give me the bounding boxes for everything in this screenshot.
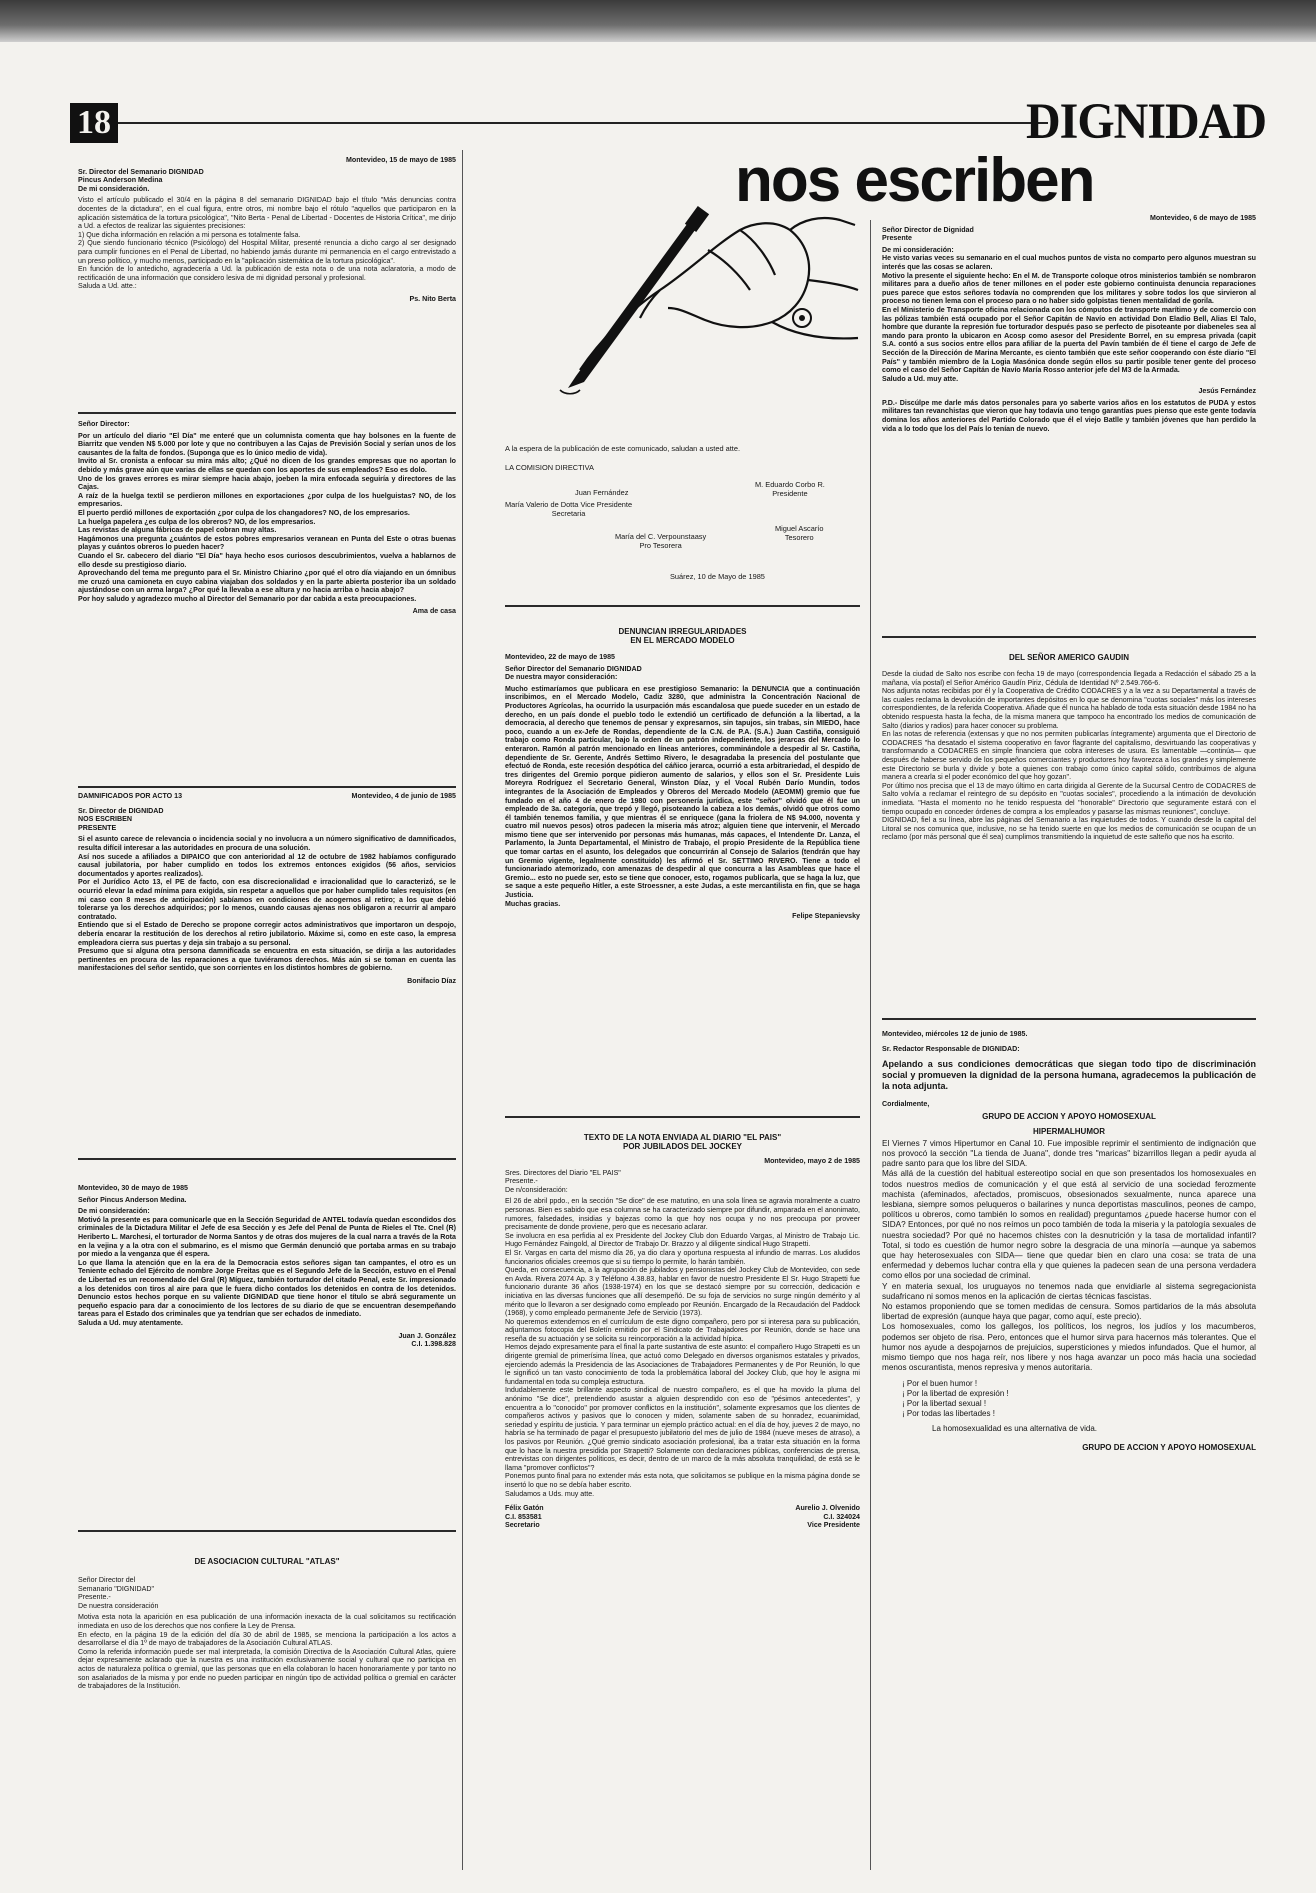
commission-name: LA COMISION DIRECTIVA (505, 463, 594, 472)
masthead: DIGNIDAD (1025, 93, 1266, 150)
closing-statement: La homosexualidad es una alternativa de vida. (932, 1424, 1097, 1434)
letter-salutation: Señor Director de Dignidad Presente (882, 225, 974, 243)
letter-body: Mucho estimaríamos que publicara en ese prestigioso Semanario: la DENUNCIA que a continuación inscribimos, en el Mercado Modelo, Cadiz 3280, que administra la Concentración Nacional de Productores Agrícolas, ha ocurrido la usurpación más escandalosa que puede suceder en un estado de derecho, en un país donde el pueblo todo le extendió un certificado de defunción a la libertad, a la democracia, al derecho que tenemos de pensar y expresarnos, sin tapujos, sin trabas, sin MIEDO, hace poco, cuando a un ex-Jefe de Rondas, dependiente de la C.N. de P.A. (S.A.) Juan Castiña, consiguió trabajo como Ronda particular, bajo la orden de un patrón independiente, los jerarcas del Mercado lo enteraron. Ramón al patrón mencionado en líneas anteriores, comminándole a despedir al Sr. Castiña, dependiente de Sr. Gerente, Andrés Settimo Rivero, le desagradaba la presencia del postulante que efectuó de Ronda, este recesión despótica del cáñico jerarca, ocurrió a esta arbitrariedad, el despido de tres dirigentes del Gremio porque pidieron aumento de salarios, y ellos son el Sr. Presidente Luis Moreyra Rodríguez el Secretario General, Winston Díaz, y el Vocal Rubén Darío Mundin, todos integrantes de la Asociación de Empleados y Obreros del Mercado Modelo (AEOMM) gremio que fue fundado en el año 4 de enero de 1980 con personería jurídica, este "señor" olvidó que él fue un empleado de 3a. categoría, que trepó y llegó, pisoteando la cabeza a los demás, olvidó que otros como él también tenemos familia, y que mientras él se enriquece (gana la friolera de N$ 94.000, noventa y cuatro mil nuevos pesos) otros padecen la miseria más atroz; alguien tiene que intervenir, el Mercado mismo tiene que ser intervenido por personas más humanas, más capaces, el Intendente Dr. Lanza, el Parlamento, la Junta Departamental, el Ministro de Trabajo, el propio Presidente de la República tiene que tomar cartas en el asunto, los delegados que concurrirán al Consejo de Salarios (tendrán que hay un Gremio vigente, legalmente constituido) les afirmó el Sr. SETTIMO RIVERO. Tiene a todo el funcionariado atemorizado, con amenazas de despedir al que concurra a las Asambleas que hace el Gremio... esto no puede ser, esto se tiene que conocer, esto, rogamos publicarla, que se haga la luz, que se saque a este pequeño Hitler, a este Stroessner, a este Judas, a este mercantilista en fin, que se haga Justicia. Muchas gracias. (505, 684, 860, 908)
slogan-list (902, 1379, 1256, 1419)
slogan-item: ¡ Por el buen humor ! (902, 1379, 978, 1389)
letter-signature: Ama de casa (412, 607, 456, 616)
letter-body: Visto el artículo publicado el 30/4 en la página 8 del semanario DIGNIDAD bajo el título "Más denuncias contra docentes de la dictadura", en el cual figura, entre otros, mi nombre bajo el rótulo "aquellos que participaron en la aplicación sistemática de la tortura psicológica", "Nito Berta - Penal de Libertad - Docentes de Historia Crítica", me dirijo a Ud. a efectos de realizar las siguientes precisiones: 1) Que dicha información en relación a mi persona es totalmente falsa. 2) Que siendo funcionario técnico (Psicólogo) del Hospital Militar, presenté renuncia a dicho cargo al ser designado para cumplir funciones en el Penal de Libertad, no habiendo jamás durante mi permanencia en el cargo entrevistado a un preso político, y mucho menos, participado en la "aplicación sistemática de la tortura psicológica". En función de lo antedicho, agradecería a Ud. la publicación de esta nota o de una nota aclaratoria, a modo de rectificación de una información que considero lesiva de mi dignidad personal y profesional. Saluda a Ud. atte.: (78, 196, 456, 291)
letter-gaudin (882, 650, 1256, 1034)
letter-salutation: Sr. Redactor Responsable de DIGNIDAD: (882, 1044, 1020, 1053)
hand-writing-illustration (540, 190, 860, 405)
header-rule (118, 122, 1048, 124)
letter-signature: Juan J. González C.I. 1.398.828 (398, 1331, 456, 1349)
divider (505, 605, 860, 607)
commission-member: María Valerio de Dotta Vice Presidente Secretaria (505, 500, 633, 518)
letter-heading: DE ASOCIACION CULTURAL "ATLAS" (194, 1557, 340, 1566)
letter-salutation: Señor Director del Semanario "DIGNIDAD" Presente.- De nuestra consideración (78, 1576, 159, 1610)
letter-body: Si el asunto carece de relevancia o incidencia social y no involucra a un número significativo de damnificados, resulta difícil interesar a las autoridades en procura de una solución. Así nos sucede a afiliados a DIPAICO que con anterioridad al 12 de octubre de 1982 habíamos configurado causal jubilatoria, por haber cumplido en todos los extremos entonces exigidos (56 años, servicios documentados y aportes realizados). Por el Jurídico Acto 13, el PE de facto, con esa discrecionalidad e irracionalidad que lo caracterizó, se le ocurrió elevar la edad mínima para exigida, sin respetar a aquellos que por haber cumplido tales requisitos (en mi caso con 8 meses de anticipación) sabíamos en condiciones de acogernos al retiro; a los que debió tolerarse ya los derechos adquiridos; por lo menos, cuando causas ajenas nos obligaron a recurrir al amparo contratado. Entiendo que si el Estado de Derecho se propone corregir actos administrativos que importaron un despojo, debería encarar la restitución de los derechos al retiro jubilatorio. Máxime si, como en este caso, la empresa empleadora cierra sus puertas y deja sin trabajo a su personal. Presumo que si alguna otra persona damnificada se encuentra en esta situación, se dirija a las autoridades pertinentes en procura de las reparaciones a que tuviéramos derechos. Más aún si se toman en cuenta las manifestaciones del señor sentido, que son corrientes en los distintos hombres de gobierno. (78, 835, 456, 973)
letter-damnificados (78, 792, 456, 1154)
letter-date: Montevideo, 6 de mayo de 1985 (1149, 214, 1256, 222)
letter-fernandez (882, 214, 1256, 632)
letter-atlas (78, 1554, 456, 1854)
letter-body: Por un artículo del diario "El Día" me enteré que un columnista comenta que hay bolsones en la fuente de Biarritz que venden N$ 5.000 por lote y que no contribuyen a las Cajas de Previsión Social y serían unos de los causantes de la falta de fondos. (Suponga que es lo único medio de vida). Invito al Sr. cronista a enfocar su mira más alto; ¿Qué no dicen de los grandes empresas que no aportan lo debido y más grave aún que varias de ellas se quedan con los aportes de sus empleados? Eso es dolo. Uno de los graves errores es mirar siempre hacia abajo, joeben la mira enfocada seguiría y directores de las Cajas. A raíz de la huelga textil se perdieron millones en exportaciones ¿por culpa de los huelguistas? NO, de los empresarios. El puerto perdió millones de exportación ¿por culpa de los changadores? NO, de los empresarios. La huelga papelera ¿es culpa de los obreros? NO, de los empresarios. Las revistas de alguna fábricas de papel cobran muy altas. Hagámonos una pregunta ¿cuántos de estos pobres empresarios veranean en Punta del Este o otras buenas playas y cuántos obreros lo pueden hacer? Cuando el Sr. cabecero del diario "El Día" haya hecho esos curiosos descubrimientos, vuelva a hablarnos de ello desde su prestigioso diario. Aprovechando del tema me pregunto para el Sr. Ministro Chiarino ¿por qué el otro día viajando en un ómnibus me cruzó una camioneta en cuyo cabina viajaban dos soldados y en la parte abierta posterior iba un soldado ajustándose con un arma larga? ¿Por qué la llevaba a ese altura y no hacia arriba o hacia abajo? Por hoy saludo y agradezco mucho al Director del Semanario por dar cabida a esta preocupaciones. (78, 431, 456, 603)
letter-signature: Aurelio J. Olvenido C.I. 324024 Vice Presidente (795, 1504, 860, 1530)
article-title: HIPERMALHUMOR (1033, 1126, 1105, 1136)
letter-date: Montevideo, mayo 2 de 1985 (764, 1157, 860, 1165)
letter-homosexual-group (882, 1030, 1256, 1870)
column-rule-1 (462, 150, 463, 1870)
divider (882, 1018, 1256, 1020)
letter-signature: Ps. Nito Berta (409, 294, 456, 303)
letter-postscript: P.D.- Discúlpe me darle más datos personales para yo saberte varios años en los estatutos de PUDA y estos militares tan revanchistas que vieron que hay todavía uno tengo garantías pues pienso que este gente todavía domina los años anteriores del Partido Colorado que él el viejo Batlle y también jóvenes que han perdido la vida a lo todo que los del País lo tenían de nuevo. (882, 398, 1256, 433)
letter-salutation: Señor Director del Semanario DIGNIDAD De nuestra mayor consideración: (505, 664, 642, 682)
commission-member: María del C. Verpounstaasy Pro Tesorera (615, 532, 707, 550)
letter-date: Montevideo, miércoles 12 de junio de 1985. (882, 1030, 1028, 1038)
letter-berta (78, 156, 456, 406)
group-name: GRUPO DE ACCION Y APOYO HOMOSEXUAL (982, 1111, 1156, 1121)
letter-salutation: Sres. Directores del Diario "EL PAIS" Presente.- De n/consideración: (505, 1168, 621, 1194)
slogan-item: ¡ Por todas las libertades ! (902, 1409, 995, 1419)
slogan-item: ¡ Por la libertad de expresión ! (902, 1389, 1009, 1399)
commission-member: M. Eduardo Corbo R. Presidente (755, 480, 825, 498)
letter-date: Montevideo, 22 de mayo de 1985 (505, 653, 615, 661)
letter-salutation: Sr. Director de DIGNIDAD NOS ESCRIBEN PRESENTE (78, 806, 164, 832)
letter-signature: Felipe Stepanievsky (792, 912, 860, 921)
letter-body: Desde la ciudad de Salto nos escribe con fecha 19 de mayo (correspondencia llegada a Redacción el sábado 25 a la mañana, vía postal) el Señor Américo Gaudín Piriz, Cédula de Identidad Nº 2.549.766-6. Nos adjunta notas recibidas por él y la Cooperativa de Crédito CODACRES y a la vez a su Departamental a través de las cuales reclama la devolución de importantes depósitos en lo que se denomina "cuotas sociales" más los intereses correspondientes, de la referida Cooperativa. Añade que él nunca ha hablado de toda esta situación desde 1984 no ha obtenido respuesta hasta la fecha, de la misma manera que tampoco ha encontrado los medios de comunicación de Salto (diarios y radios) para hacer conocer su problema. En las notas de referencia (extensas y que no nos permiten publicarlas íntegramente) argumenta que el Directorio de CODACRES "ha desatado el sistema cooperativo en favor flagrante del capitalismo, desvirtuando las cooperativas y transformando a CODACRES en simple financiera que cobra intereses de usura. Es lamentable —continúa— que después de haberse servido de los pequeños comerciantes y productores hoy favorezca a los grandes y simplemente este Directorio se burla y divide y bote a quienes con trabajo como único capital sólido, contribuimos de alguna manera a crearla si el poder económico del que hoy gozan". Por último nos precisa que el 13 de mayo último en carta dirigida al Gerente de la Sucursal Centro de CODACRES de Salto volvía a reclamar el reintegro de su depósito en "cuotas sociales", procediendo a la intimación de devolución inmediata. "Hasta el momento no he tenido respuesta del "honorable" Directorio que seguramente estará con el tiempo ocupado en conceder órdenes de compra a los empleados y pasarse las mismas reuniones", concluye. DIGNIDAD, fiel a su línea, abre las páginas del Semanario a las inquietudes de todos. Y cuando desde la capital del Litoral se nos comunica que, inclusive, no se ha tenido suerte en que los medios de comunicación se ocupan de un reclamo (por más personal que él sea) cumplimos transmitiendo la inquietud de este salteño que nos ha escrito. (882, 670, 1256, 842)
letter-ama-de-casa (78, 420, 456, 788)
letter-mercado-modelo (505, 624, 860, 1108)
letter-date: Montevideo, 30 de mayo de 1985 (78, 1184, 188, 1192)
letter-body: De mi consideración: He visto varias veces su semanario en el cual muchos puntos de vista no comparto pero algunos muestran su interés que las cosas se aclaren. Motivo la presente el siguiente hecho: En el M. de Transporte coloque otros ministerios también se nombraron militares para a dueño años de tener millones en el poder este gobierno continuista denuncia reparaciones pues parece que estos señores todavía no comprenden que los militares y sobre todos los que sirvieron al proceso no tienen lema con el proceso para o no haber sido golpistas tienen mentalidad de gorila. En el Ministerio de Transporte oficina relacionada con los cómputos de transporte marítimo y de comercio con las pólizas también está ocupado por el Señor Capitán de Navío en actividad Don Eladio Bell, Alias El Talo, hombre que durante la represión fue torturador después paso se perfecto de pisoteante por diabeneles sea al mando para pronto la ubicaron en Acosp como asesor del Presidente Borrel, en su empresa privada (capit S.A. contó a sus socios entre ellos para afiliar de la puerta del Pavín también de él tiene el cargo de Jefe de Sección de la Dirección de Marina Mercante, es ciento también que este señor cooperando con éste diario "El País" y también miembro de la Logia Masónica donde según ellos su partir posible tener gente del proceso como el caso del Señor Capitán de Navío María Rosso anterior jefe del M3 de la Armada. Saludo a Ud. muy atte. (882, 245, 1256, 383)
letter-salutation: Sr. Director del Semanario DIGNIDAD Pincus Anderson Medina De mi consideración. (78, 167, 204, 193)
letter-heading: DEL SEÑOR AMERICO GAUDIN (1008, 653, 1129, 662)
divider (505, 1116, 860, 1118)
commission-intro: A la espera de la publicación de este comunicado, saludan a usted atte. (505, 444, 741, 453)
commission-date: Suárez, 10 de Mayo de 1985 (670, 572, 765, 581)
commission-member: Miguel Ascarío Tesorero (775, 524, 824, 542)
letter-salutation: Señor Pincus Anderson Medina. (78, 1195, 187, 1204)
column-rule-2 (870, 220, 871, 1870)
letter-salutation: Señor Director: (78, 420, 130, 428)
divider (78, 412, 456, 414)
letter-date: Montevideo, 4 de junio de 1985 (351, 792, 456, 800)
divider (78, 1158, 456, 1160)
article-body: El Viernes 7 vimos Hipertumor en Canal 10. Fue imposible reprimir el sentimiento de indignación que nos provocó la sección "La tienda de Juana", donde tres "maricas" bizarrillos llegan a pedir ayuda al padre santo para que los libre del SIDA. Más allá de la cuestión del habitual estereotipo social en que son presentados los homosexuales en todos nuestros medios de comunicación y el que está al servicio de una sociedad ferozmente machista (afeminados, afectados, promiscuos, obsesionados sexualmente, nunca aparece una lesbiana, siempre somos peluqueros o bailarines y nunca deportistas masculinos, peones de campo, políticos u obreros, como también lo somos en realidad) preguntamos ¿puede hacerse humor con el SIDA? Entonces, por qué no nos reímos un poco también de toda la miseria y la patología sexuales de nuestra sociedad? Por qué no hacemos chistes con la desnutrición y la tasa de mortalidad infantil? Total, si todo es cuestión de humor negro sobre la desgracia de una minoría —aunque ya sabemos que hay heterosexuales con SIDA— tiene que quedar bien en claro una cosa: se trata de una enfermedad y debemos luchar contra ella y que quienes la padecen sean de una persona verdadera como ellos por una sociedad de criminal. Y en materia sexual, los uruguayos no tenemos nada que envidiarle al sistema segregacionista sudafricano ni somos menos en la aplicación de ciertas técnicas fascistas. No estamos proponiendo que se tomen medidas de censura. Somos partidarios de la más absoluta libertad de expresión (aunque haya que pagar, como aquí, este precio). Los homosexuales, como los gallegos, los políticos, los negros, los judíos y los macumberos, podemos ser objeto de risa. Pero, entonces que el humor sirva para hacernos más tolerantes. Que el humor nos ayude a despojarnos de prejuicios, supersticiones y miedos infundados. Que el humor, al mismo tiempo que nos haga reír, nos libere y nos haga avanzar un poco más hacia una sociedad menos oscurantista, menos represiva y menos autoritaria. (882, 1138, 1256, 1373)
letter-signature: Félix Gatón C.I. 853581 Secretario (505, 1504, 544, 1530)
letter-heading: TEXTO DE LA NOTA ENVIADA AL DIARIO "EL PAIS" POR JUBILADOS DEL JOCKEY (583, 1133, 782, 1151)
letter-jubilados-jockey (505, 1130, 860, 1866)
letter-heading: DAMNIFICADOS POR ACTO 13 (78, 792, 183, 800)
letter-closing: Cordialmente, (882, 1100, 930, 1109)
slogan-item: ¡ Por la libertad sexual ! (902, 1399, 987, 1409)
letter-signature: Bonifacio Díaz (407, 976, 456, 985)
letter-date: Montevideo, 15 de mayo de 1985 (346, 156, 456, 164)
letter-body: De mi consideración: Motivó la presente es para comunicarle que en la Sección Seguridad de ANTEL todavía quedan escondidos dos criminales de la Dictadura Militar el Jefe de esa Sección y es Jefe del Penal de Punta de Rieles el Tte. Cnel (R) Heriberto L. Marchesi, el torturador de Norma Santos y de otras dos mujeres de la cual narra a través de la Rota en la vejina y a la otra con el submarino, es el mismo que Germán denunció que portaba armas en su trabajo por miedo a la venganza que él espera. Lo que llama la atención que en la era de la Democracia estos señores sigan tan campantes, el otro es un Teniente echado del Ejército de nombre Jorge Freitas que es el Segundo Jefe de la Sección, estuvo en el Penal de Libertad es un recomendado del Gral (R) Míguez, también torturador del citado Penal, este Sr. impresionado a los detenidos con tiros al aire para que le fuera dicho contados los detenidos en contra de los detenidos. Denuncio estos hechos porque en su valiente DIGNIDAD que tiene honor el título se abrá seguramente un pequeño espacio para dar a conocimiento de los lectores de su diario de que se encuentran desempeñando tareas para el Estado dos criminales que ya tendrían que ser echados de inmediato. Saluda a Ud. muy atentamente. (78, 1207, 456, 1327)
group-signature: GRUPO DE ACCION Y APOYO HOMOSEXUAL (1082, 1443, 1256, 1453)
letter-body: Motiva esta nota la aparición en esa publicación de una información inexacta de la cual solicitamos su rectificación inmediata en uso de los derechos que nos confiere la Ley de Prensa. En efecto, en la página 19 de la edición del día 30 de abril de 1985, se menciona la participación a los actos a desarrollarse el día 1º de mayo de trabajadores de la Asociación Cultural ATLAS. Como la referida información puede ser mal interpretada, la comisión Directiva de la Asociación Cultural Atlas, quiere dejar expresamente aclarado que la nuestra es una institución exclusivamente social y cultural que no participa en actos de naturaleza política o gremial, que las personas que en ella colaboran lo hacen honorariamente y por tanto no son asalariados de la misma y por ende no pueden participar en ningún tipo de actividad política o gremial en carácter de trabajadores de la Institución. (78, 1613, 456, 1691)
letter-lead: Apelando a sus condiciones democráticas que siegan todo tipo de discriminación social y promueven la dignidad de la persona humana, agradecemos la publicación de la nota adjunta. (882, 1059, 1256, 1092)
divider (882, 636, 1256, 638)
letter-gonzalez (78, 1184, 456, 1524)
letter-body: El 26 de abril ppdo., en la sección "Se dice" de ese matutino, en una sola línea se agravia moralmente a cuatro personas. Bien es sabido que esa columna se ha caracterizado siempre por difundir, amparada en el anonimato, rumores, falsedades, insidias y bajezas como la que hoy nos ocupa y no nos preocupa por proveer precisamente de donde proviene, pero que es necesario aclarar. Se involucra en esa perfidia al ex Presidente del Jockey Club don Eduardo Vargas, al Ministro de Trabajo Lic. Hugo Fernández Faingold, al Director de Trabajo Dr. Brazzo y al diligente sindical Hugo Strapetti. El Sr. Vargas en carta del mismo día 26, ya dio clara y oportuna respuesta al infundio de marras. Los aludidos funcionarios oficiales creemos que si su tiempo lo permite, lo harán también. Queda, en consecuencia, a la agrupación de jubilados y pensionistas del Jockey Club de Montevideo, con sede en Avda. Rivera 2074 Ap. 3 y Teléfono 4.38.83, hablar en favor de nuestro Presidente El Sr. Hugo Strapetti fue funcionario durante 36 años (1938-1974) en los que se destacó siempre por su corrección, dedicación e iniciativa en las diversas funciones que allí desempeñó. De su foja de servicios no surge ningún demérito y al mérito que lo llevaron a ser designado como empleado por Reunión. Encargado de la Recaudación del Paddock (1968), y como empleado permanente Jefe de Servicio (1973). No queremos extendernos en el currículum de este digno compañero, pero por si interesa para su publicación, adjuntamos fotocopia del Boletín emitido por el Sindicato de Trabajadores por Reunión, donde se hace una reseña de su actuación y se solicita su reincorporación a la actividad hípica. Hemos dejado expresamente para el final la parte sustantiva de este asunto: el compañero Hugo Strapetti es un dirigente gremial de primerísima línea, que actuó como Delegado en diversos organismos estatales y privados, ejerciendo además la Presidencia de las Asociaciones de Trabajadores Permanentes y de Por Reunión, lo que le significó un tan vasto conocimiento de toda la problemática laboral del Jockey Club, que hoy le asigna mi fundamental en toda su compleja estructura. Indudablemente este brillante aspecto sindical de nuestro compañero, es el que ha movido la pluma del anónimo "Se dice", pretendiendo asustar a alguien desprendido con eso de "pésimos antecedentes", y encuentra a lo "conocido" por promover conflictos en la institución", solamente expresamos que los clientes de compañeros activos y pasivos que lo conocen y miden, solamente saben de su honradez, ecuanimidad, seriedad y espíritu de justicia. Y para terminar un ejemplo práctico actual: en el día de hoy, jueves 2 de mayo, no habría se ha terminado de pagar el presupuesto jubilatorio del mes de julio de 1984 (nueve meses de atraso), a los pasivos por Reunión. ¿Qué gremio sindicato asociación profesional, iba a tratar esta situación en la forma que lo hace la nuestra presidida por Strapetti? Solamente con declaraciones públicas, conferencias de prensa, entrevistas con dirigentes políticos, es decir, dentro de un marco de la más absoluta tranquilidad, de está se le llama "promover conflictos"? Ponemos punto final para no extender más esta nota, que solicitamos se publique en la misma página donde se insertó lo que no se debía haber escrito. Saludamos a Uds. muy atte. (505, 1197, 860, 1498)
commission-member: Juan Fernández (575, 488, 629, 497)
divider (78, 786, 456, 788)
section-title: nos escriben (735, 146, 1094, 215)
divider (78, 1530, 456, 1532)
commission-signatures (505, 444, 860, 584)
letter-heading: DENUNCIAN IRREGULARIDADES EN EL MERCADO MODELO (618, 627, 747, 645)
page-number: 18 (70, 103, 118, 143)
letter-signature: Jesús Fernández (1198, 387, 1256, 396)
scan-top-band (0, 0, 1316, 42)
